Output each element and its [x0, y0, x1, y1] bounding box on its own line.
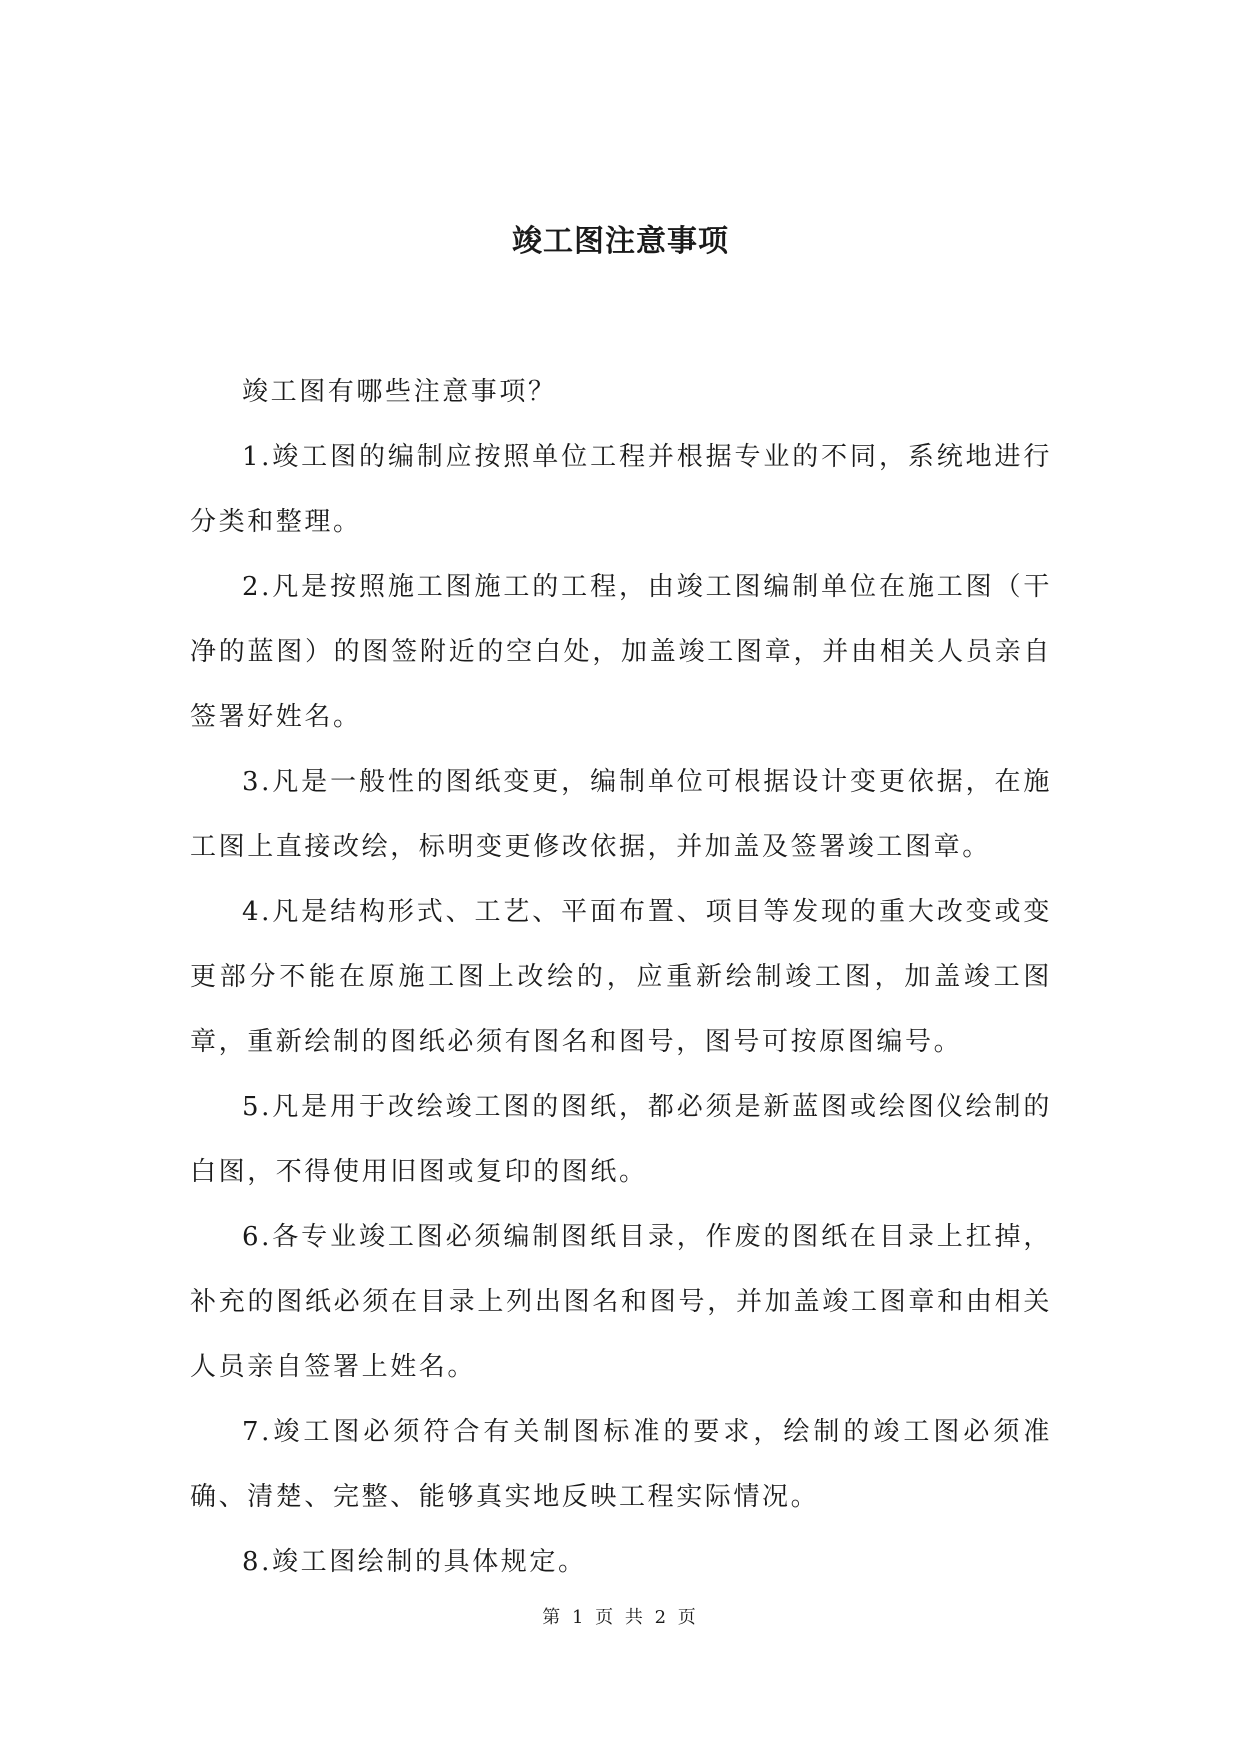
document-title: 竣工图注意事项	[512, 224, 729, 259]
paragraph-item-6: 6.各专业竣工图必须编制图纸目录，作废的图纸在目录上扛掉，补充的图纸必须在目录上列出图名和图号，并加盖竣工图章和由相关人员亲自签署上姓名。	[190, 1222, 1052, 1382]
paragraph-item-4: 4.凡是结构形式、工艺、平面布置、项目等发现的重大改变或变更部分不能在原施工图上改绘的，应重新绘制竣工图，加盖竣工图章，重新绘制的图纸必须有图名和图号，图号可按原图编号。	[190, 897, 1052, 1057]
page-footer	[0, 1606, 1241, 1630]
paragraph-item-3: 3.凡是一般性的图纸变更，编制单位可根据设计变更依据，在施工图上直接改绘，标明变更修改依据，并加盖及签署竣工图章。	[190, 767, 1052, 862]
footer-middle: 页 共	[595, 1607, 646, 1628]
footer-total-pages: 2	[654, 1607, 670, 1628]
footer-current-page: 1	[571, 1607, 587, 1628]
paragraph-intro: 竣工图有哪些注意事项？	[242, 377, 557, 407]
footer-suffix: 页	[677, 1607, 699, 1628]
document-body	[190, 360, 1052, 1595]
paragraph-item-2: 2.凡是按照施工图施工的工程，由竣工图编制单位在施工图（干净的蓝图）的图签附近的空白处，加盖竣工图章，并由相关人员亲自签署好姓名。	[190, 572, 1052, 732]
footer-prefix: 第	[542, 1607, 564, 1628]
paragraph-item-8: 8.竣工图绘制的具体规定。	[242, 1547, 587, 1577]
paragraph-item-1: 1.竣工图的编制应按照单位工程并根据专业的不同，系统地进行分类和整理。	[190, 442, 1052, 537]
paragraph-item-5: 5.凡是用于改绘竣工图的图纸，都必须是新蓝图或绘图仪绘制的白图，不得使用旧图或复印的图纸。	[190, 1092, 1052, 1187]
paragraph-item-7: 7.竣工图必须符合有关制图标准的要求，绘制的竣工图必须准确、清楚、完整、能够真实地反映工程实际情况。	[190, 1417, 1052, 1512]
